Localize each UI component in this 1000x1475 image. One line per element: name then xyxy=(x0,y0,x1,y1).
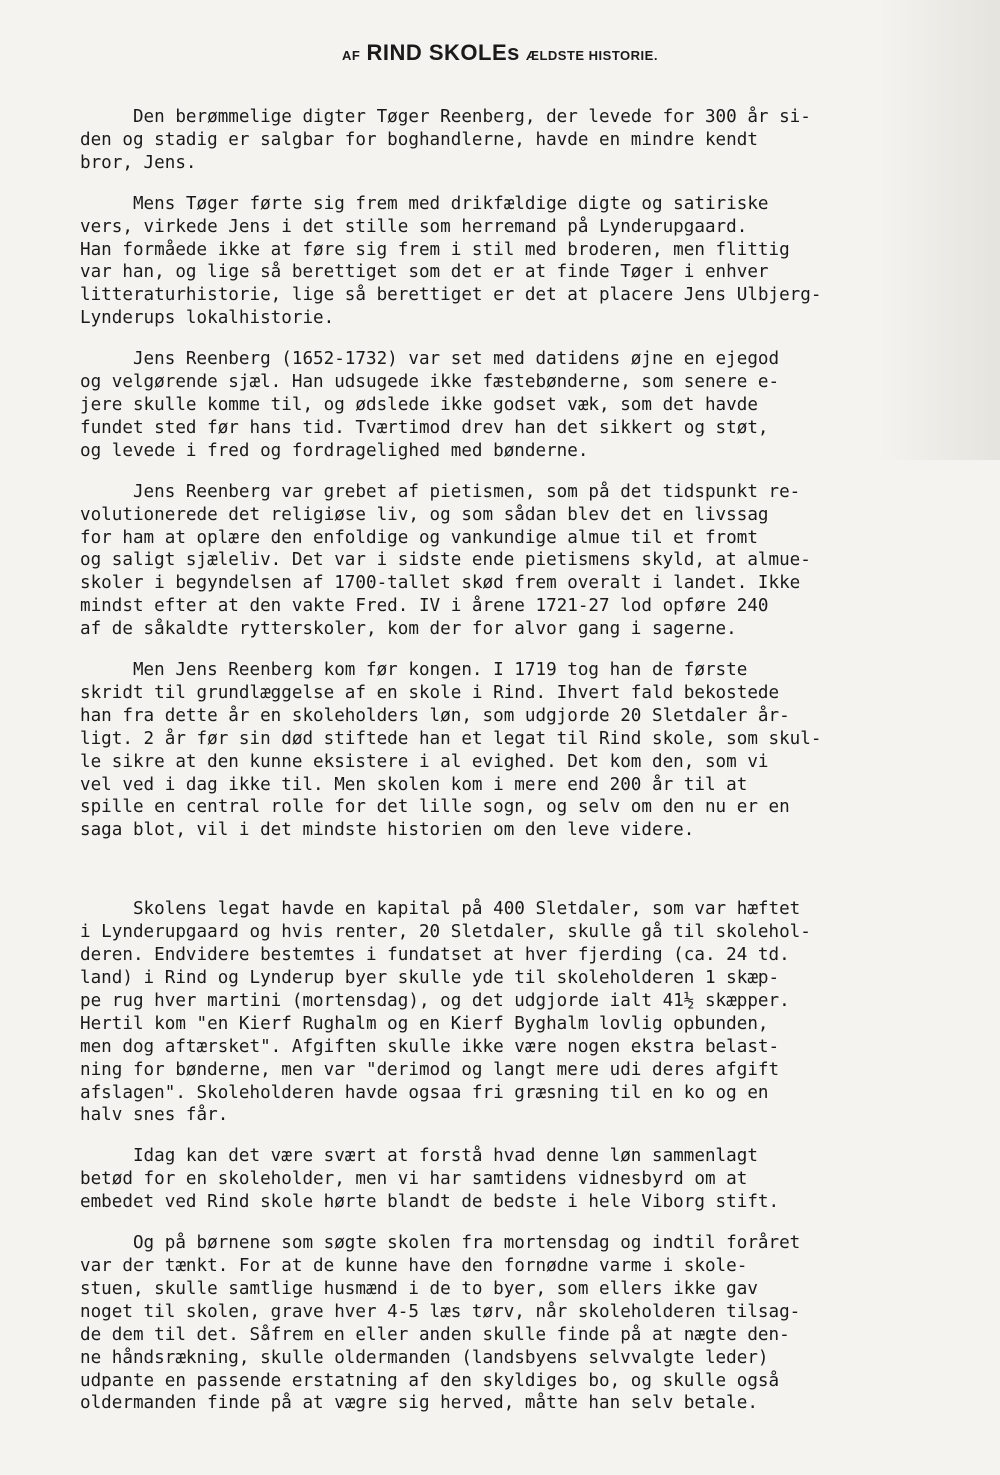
text-line: var han, og lige så berettiget som det er at finde Tøger i enhver xyxy=(80,262,769,283)
text-line: jere skulle komme til, og ødslede ikke godset væk, som det havde xyxy=(80,394,758,415)
text-line: vers, virkede Jens i det stille som herremand på Lynderupgaard. xyxy=(80,216,748,237)
paragraph xyxy=(80,1232,942,1415)
paragraph xyxy=(80,659,942,842)
text-line: Mens Tøger førte sig frem med drikfældige digte og satiriske xyxy=(80,193,769,214)
text-line: de dem til det. Såfrem en eller anden skulle finde på at nægte den- xyxy=(80,1324,790,1345)
text-line: halv snes får. xyxy=(80,1105,229,1126)
text-line: og saligt sjæleliv. Det var i sidste ende pietismens skyld, at almue- xyxy=(80,550,811,571)
text-line: af de såkaldte rytterskoler, kom der for alvor gang i sagerne. xyxy=(80,619,737,640)
paragraph xyxy=(80,348,942,463)
text-line: volutionerede det religiøse liv, og som sådan blev det en livssag xyxy=(80,504,769,525)
paragraph xyxy=(80,481,942,641)
title-suffix: ÆLDSTE HISTORIE. xyxy=(525,48,658,63)
title-prefix: AF xyxy=(342,48,361,63)
text-line: udpante en passende erstatning af den skyldiges bo, og skulle også xyxy=(80,1370,780,1391)
text-line: bror, Jens. xyxy=(80,152,197,173)
text-line: var der tænkt. For at de kunne have den fornødne varme i skole- xyxy=(80,1255,748,1276)
text-line: Idag kan det være svært at forstå hvad denne løn sammenlagt xyxy=(80,1146,758,1167)
text-line: Men Jens Reenberg kom før kongen. I 1719 tog han de første xyxy=(80,660,748,681)
text-line: for ham at oplære den enfoldige og vankundige almue til et fromt xyxy=(80,527,758,548)
text-line: ligt. 2 år før sin død stiftede han et legat til Rind skole, som skul- xyxy=(80,728,822,749)
text-line: men dog aftærsket". Afgiften skulle ikke være nogen ekstra belast- xyxy=(80,1036,780,1057)
paragraph xyxy=(80,1145,942,1214)
text-line: Jens Reenberg var grebet af pietismen, som på det tidspunkt re- xyxy=(80,481,801,502)
text-line: land) i Rind og Lynderup byer skulle yde til skoleholderen 1 skæp- xyxy=(80,968,780,988)
paragraph xyxy=(80,193,942,330)
text-line: den og stadig er salgbar for boghandlerne, havde en mindre kendt xyxy=(80,129,758,150)
article-body xyxy=(80,106,942,1433)
text-line: Og på børnene som søgte skolen fra mortensdag og indtil foråret xyxy=(80,1233,801,1254)
text-line: Hertil kom "en Kierf Rughalm og en Kierf Byghalm lovlig opbunden, xyxy=(80,1013,769,1034)
text-line: spille en central rolle for det lille sogn, og selv om den nu er en xyxy=(80,797,790,818)
paragraph xyxy=(80,106,942,175)
text-line: Jens Reenberg (1652-1732) var set med datidens øjne en ejegod xyxy=(80,349,780,370)
text-line: ne håndsrækning, skulle oldermanden (landsbyens selvvalgte leder) xyxy=(80,1347,769,1368)
text-line: ning for bønderne, men var "derimod og langt mere udi deres afgift xyxy=(80,1059,780,1080)
text-line: Skolens legat havde en kapital på 400 Sletdaler, som var hæftet xyxy=(80,899,801,920)
page-title xyxy=(0,40,1000,66)
text-line: og velgørende sjæl. Han udsugede ikke fæstebønderne, som senere e- xyxy=(80,372,780,393)
title-main: RIND SKOLEs xyxy=(366,40,520,65)
text-line: pe rug hver martini (mortensdag), og det udgjorde ialt 41½ skæpper. xyxy=(80,990,790,1011)
text-line: fundet sted før hans tid. Tværtimod drev han det sikkert og støt, xyxy=(80,417,769,438)
text-line: Lynderups lokalhistorie. xyxy=(80,308,335,329)
text-line: betød for en skoleholder, men vi har samtidens vidnesbyrd om at xyxy=(80,1169,748,1190)
text-line: han fra dette år en skoleholders løn, som udgjorde 20 Sletdaler år- xyxy=(80,705,790,726)
text-line: oldermanden finde på at vægre sig herved, måtte han selv betale. xyxy=(80,1393,758,1414)
text-line: skridt til grundlæggelse af en skole i Rind. Ihvert fald bekostede xyxy=(80,682,780,703)
text-line: Den berømmelige digter Tøger Reenberg, der levede for 300 år si- xyxy=(80,107,811,127)
text-line: noget til skolen, grave hver 4-5 læs tørv, når skoleholderen tilsag- xyxy=(80,1301,801,1322)
text-line: deren. Endvidere bestemtes i fundatset at hver fjerding (ca. 24 td. xyxy=(80,945,790,966)
text-line: le sikre at den kunne eksistere i al evighed. Det kom den, som vi xyxy=(80,751,769,772)
text-line: mindst efter at den vakte Fred. IV i årene 1721-27 lod opføre 240 xyxy=(80,596,769,617)
text-line: i Lynderupgaard og hvis renter, 20 Sletdaler, skulle gå til skolehol- xyxy=(80,922,811,943)
paragraph xyxy=(80,898,942,1127)
text-line: saga blot, vil i det mindste historien om den leve videre. xyxy=(80,820,695,841)
text-line: afslagen". Skoleholderen havde ogsaa fri græsning til en ko og en xyxy=(80,1082,769,1103)
text-line: stuen, skulle samtlige husmænd i de to byer, som ellers ikke gav xyxy=(80,1278,758,1299)
text-line: embedet ved Rind skole hørte blandt de bedste i hele Viborg stift. xyxy=(80,1192,780,1213)
text-line: Han formåede ikke at føre sig frem i stil med broderen, men flittig xyxy=(80,239,790,260)
text-line: skoler i begyndelsen af 1700-tallet skød frem overalt i landet. Ikke xyxy=(80,573,801,594)
text-line: og levede i fred og fordragelighed med bønderne. xyxy=(80,440,589,461)
section-gap xyxy=(80,860,942,898)
text-line: vel ved i dag ikke til. Men skolen kom i mere end 200 år til at xyxy=(80,774,748,795)
text-line: litteraturhistorie, lige så berettiget er det at placere Jens Ulbjerg- xyxy=(80,285,822,306)
